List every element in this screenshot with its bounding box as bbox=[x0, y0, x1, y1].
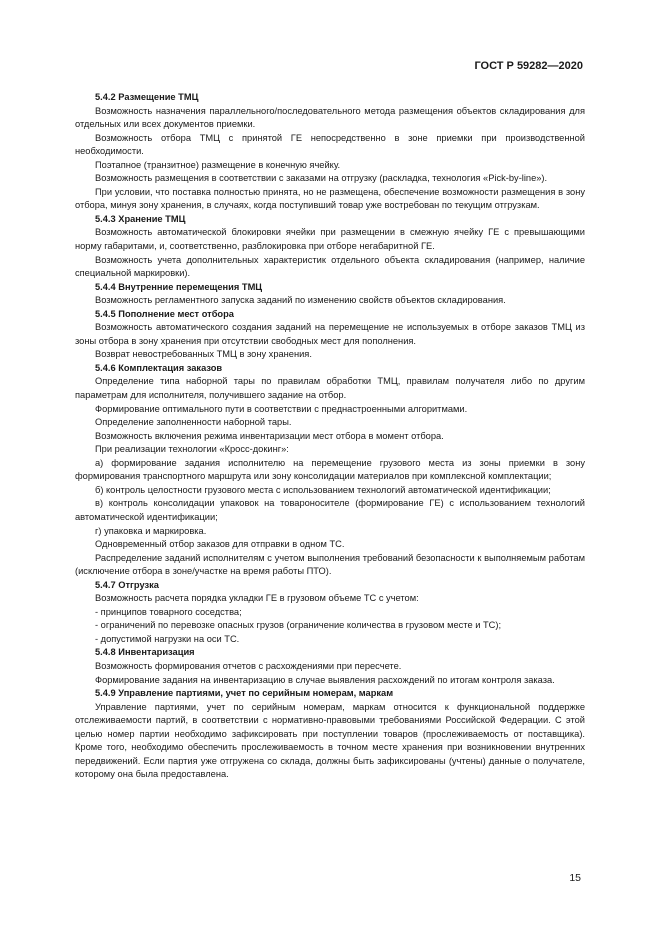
section-heading: 5.4.6 Комплектация заказов bbox=[95, 362, 223, 373]
section-heading: 5.4.8 Инвентаризация bbox=[95, 647, 195, 658]
paragraph: Возможность учета дополнительных характеристик отдельного объекта складирования (например, наличие специальной маркировки). bbox=[75, 254, 585, 279]
paragraph: При условии, что поставка полностью принята, но не размещена, обеспечение возможности размещения в зону отбора, минуя зону хранения, в случаях, когда поступивший товар уже востребован по текущим отгрузкам. bbox=[75, 186, 585, 211]
list-item: - принципов товарного соседства; bbox=[95, 606, 242, 617]
paragraph: Поэтапное (транзитное) размещение в конечную ячейку. bbox=[95, 159, 341, 170]
paragraph: Возможность размещения в соответствии с заказами на отгрузку (раскладка, технология «Pick-by-line»). bbox=[95, 173, 548, 184]
section-heading: 5.4.9 Управление партиями, учет по серийным номерам, маркам bbox=[95, 688, 394, 699]
document-body bbox=[75, 91, 585, 782]
paragraph: Определение типа наборной тары по правилам обработки ТМЦ, правилам получателя либо по другим параметрам для исполнителя, получившего задание на отбор. bbox=[75, 376, 585, 401]
paragraph: Управление партиями, учет по серийным номерам, маркам относится к функциональной поддержке отслеживаемости партий, в соответствии с нормативно-правовыми требованиями Российской Федерации. С этой целью номер партии необходимо зафиксировать при поступлении товаров (прослеживаемость от поставщика). Кроме того, необходимо обеспечить прослеживаемость в точном месте хранения при возникновении внутренних передвижений. Если партия уже отгружена со склада, должны быть зафиксированы (учтены) данные о получателе, которому она была предоставлена. bbox=[75, 701, 585, 780]
paragraph: в) контроль консолидации упаковок на товароносителе (формирование ГЕ) с использованием технологий автоматической идентификации; bbox=[75, 498, 585, 522]
paragraph: Возможность включения режима инвентаризации мест отбора в момент отбора. bbox=[95, 430, 444, 441]
paragraph: Возможность назначения параллельного/последовательного метода размещения объектов складирования для отдельных или всех документов приемки. bbox=[75, 105, 585, 130]
paragraph: При реализации технологии «Кросс-докинг»: bbox=[95, 444, 289, 455]
paragraph: Распределение заданий исполнителям с учетом выполнения требований безопасности к выполняемым работам (исключение отбора в зоне/участке на время работы ПТО). bbox=[75, 552, 585, 577]
paragraph: б) контроль целостности грузового места с использованием технологий автоматической идентификации; bbox=[95, 484, 551, 495]
list-item: - допустимой нагрузки на оси ТС. bbox=[95, 633, 240, 644]
list-item: - ограничений по перевозке опасных грузов (ограничение количества в грузовом месте и ТС); bbox=[95, 620, 502, 631]
paragraph: Возможность автоматической блокировки ячейки при размещении в смежную ячейку ГЕ с превышающими норму габаритами, и, соответственно, разблокировка при отборе негабаритной ГЕ. bbox=[75, 227, 585, 252]
section-heading: 5.4.5 Пополнение мест отбора bbox=[95, 308, 234, 319]
paragraph: Одновременный отбор заказов для отправки в одном ТС. bbox=[95, 539, 345, 550]
paragraph: г) упаковка и маркировка. bbox=[95, 525, 207, 536]
paragraph: Возможность расчета порядка укладки ГЕ в грузовом объеме ТС с учетом: bbox=[95, 593, 419, 604]
paragraph: Формирование оптимального пути в соответствии с преднастроенными алгоритмами. bbox=[95, 403, 468, 414]
section-heading: 5.4.3 Хранение ТМЦ bbox=[95, 213, 186, 224]
paragraph: Возможность формирования отчетов с расхождениями при пересчете. bbox=[95, 660, 402, 671]
document-header: ГОСТ Р 59282—2020 bbox=[474, 60, 583, 72]
paragraph: а) формирование задания исполнителю на перемещение грузового места из зоны приемки в зону формирования транспортного маршрута или зону консолидации материалов при комплексной комплектации; bbox=[75, 457, 585, 482]
section-heading: 5.4.4 Внутренние перемещения ТМЦ bbox=[95, 281, 263, 292]
page-number: 15 bbox=[569, 872, 581, 884]
section-heading: 5.4.7 Отгрузка bbox=[95, 579, 159, 590]
paragraph: Возможность регламентного запуска заданий по изменению свойств объектов складирования. bbox=[95, 295, 506, 306]
paragraph: Возврат невостребованных ТМЦ в зону хранения. bbox=[95, 349, 312, 360]
paragraph: Возможность отбора ТМЦ с принятой ГЕ непосредственно в зоне приемки при производственной необходимости. bbox=[75, 132, 585, 157]
paragraph: Определение заполненности наборной тары. bbox=[95, 417, 292, 428]
paragraph: Возможность автоматического создания заданий на перемещение не используемых в отборе заказов ТМЦ из зоны отбора в зону хранения при отсутствии свободных мест для пополнения. bbox=[75, 322, 585, 346]
paragraph: Формирование задания на инвентаризацию в случае выявления расхождений по итогам контроля заказа. bbox=[95, 674, 555, 685]
section-heading: 5.4.2 Размещение ТМЦ bbox=[95, 92, 199, 102]
